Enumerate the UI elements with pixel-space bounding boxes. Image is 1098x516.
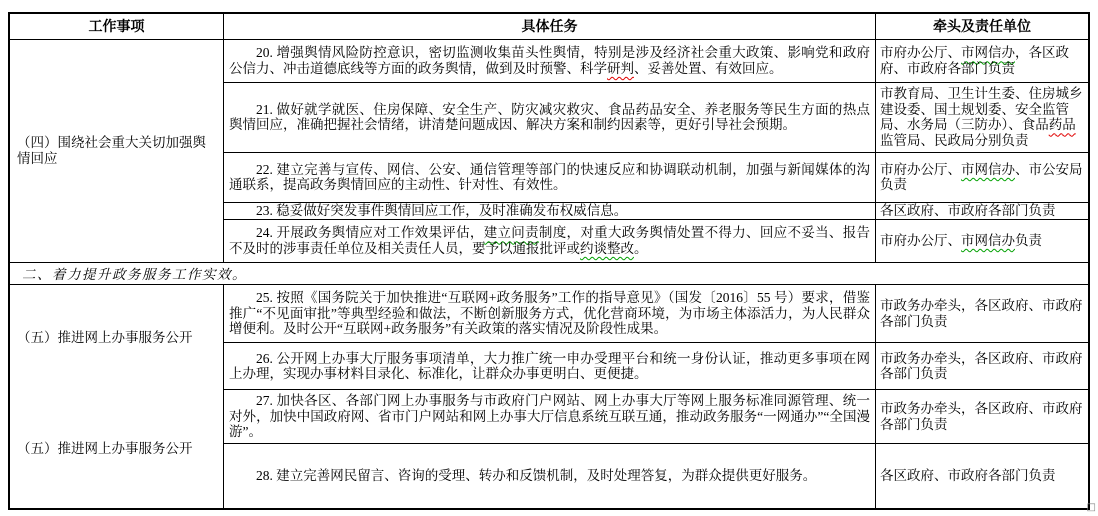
unit-27-text: 市政务办牵头，各区政府、市政府各部门负责: [880, 401, 1083, 432]
unit-23-text: 各区政府、市政府各部门负责: [880, 203, 1056, 219]
task-cell-25: [224, 285, 876, 342]
unit-cell-25: [876, 285, 1088, 342]
section-2-body: [10, 285, 1088, 508]
task-24-text-mid: 制度，对重大政务舆情处置不得力、回应不妥当、报告不及时的涉事责任单位及相关责任人员，要予以通报批评或: [229, 225, 871, 256]
task-21-text: 21. 做好就学就医、住房保障、安全生产、防灾减灾救灾、食品药品安全、养老服务等民生方面的热点舆情回应，准确把握社会情绪，讲清楚问题成因、解决方案和制约因素等，更好引导社会预期。: [229, 101, 870, 133]
unit-cell-28: [876, 444, 1088, 508]
task-26-text: 26. 公开网上办事大厅服务事项清单，大力推广统一申办受理平台和统一身份认证，推动更多事项在网上办理，实现办事材料目录化、标准化，让群众办事更明白、更便捷。: [229, 350, 870, 381]
unit-cell-26: [876, 343, 1088, 389]
table-row: [224, 153, 1088, 203]
task-cell-27: [224, 390, 876, 443]
table-row: [224, 390, 1088, 444]
task-24-spellcheck-green-1: 建立问责: [483, 225, 539, 241]
unit-24-spellcheck-green: 市网信办: [961, 233, 1015, 249]
table-row: [224, 285, 1088, 343]
end-of-table-marker: □: [1086, 502, 1096, 513]
section-1-body: [10, 40, 1088, 262]
table-row: [224, 444, 1088, 508]
table-row: [224, 220, 1088, 262]
section-2-title-row: [10, 262, 1088, 285]
unit-28-text: 各区政府、市政府各部门负责: [880, 468, 1056, 484]
header-unit: 牵头及责任单位: [933, 20, 1031, 36]
unit-21-spellcheck-red: 药品: [1048, 117, 1076, 133]
work-item-label-5b: （五）推进网上办事服务公开: [17, 441, 193, 456]
unit-cell-24: [876, 220, 1088, 262]
task-cell-23: [224, 203, 876, 219]
unit-cell-21: [876, 83, 1088, 152]
unit-cell-27: [876, 390, 1088, 443]
task-cell-28: [224, 444, 876, 508]
section-2-rows: [224, 285, 1088, 508]
table-row: [224, 343, 1088, 390]
unit-cell-22: [876, 153, 1088, 202]
task-20-text-end: 、妥善处置、有效回应。: [634, 60, 783, 76]
task-cell-22: [224, 153, 876, 202]
unit-cell-20: [876, 40, 1088, 82]
task-cell-20: [224, 40, 876, 82]
task-28-text: 28. 建立完善网民留言、咨询的受理、转办和反馈机制，及时处理答复，为群众提供更好服务。: [256, 468, 817, 484]
unit-20-text-end: ，各区政府、市政府各部门负责: [880, 45, 1069, 76]
unit-22-text-end: 、市公安局负责: [880, 161, 1083, 193]
table-row: [224, 83, 1088, 153]
task-cell-21: [224, 83, 876, 152]
header-work-item: 工作事项: [10, 14, 224, 39]
task-22-text: 22. 建立完善与宣传、网信、公安、通信管理等部门的快速反应和协调联动机制，加强与新闻媒体的沟通联系，提高政务舆情回应的主动性、针对性、有效性。: [229, 161, 870, 193]
task-23-text: 23. 稳妥做好突发事件舆情回应工作，及时准确发布权威信息。: [256, 203, 628, 219]
work-item-label-4: （四）围绕社会重大关切加强舆情回应: [17, 134, 206, 166]
work-item-cell-5: [10, 285, 224, 508]
task-24-text-end: 。: [634, 240, 648, 256]
unit-25-text: 市政务办牵头，各区政府、市政府各部门负责: [880, 298, 1083, 329]
task-25-text: 25. 按照《国务院关于加快推进“互联网+政务服务”工作的指导意见》（国发〔2016〕55 号）要求，借鉴推广“不见面审批”等典型经验和做法，不断创新服务方式，优化营商环境，为市场主体添活力，为人民群众增便利。及时公开“互联网+政务服务”有关政策的落实情况及阶段性成果。: [229, 290, 870, 337]
unit-24-text: 市府办公厅、: [880, 233, 961, 249]
task-20-text: 20. 增强舆情风险防控意识，密切监测收集苗头性舆情，特别是涉及经济社会重大政策、影响党和政府公信力、冲击道德底线等方面的政务舆情，做到及时预警、科学: [229, 45, 870, 76]
task-24-text: 24. 开展政务舆情应对工作效果评估，: [256, 225, 484, 241]
unit-20-text: 市府办公厅、: [880, 45, 961, 61]
section-1-rows: [224, 40, 1088, 262]
unit-22-text: 市府办公厅、: [880, 161, 961, 177]
task-cell-26: [224, 343, 876, 389]
table-row: [224, 203, 1088, 220]
unit-21-text: 市教育局、卫生计生委、住房城乡建设委、国土规划委、安全监管局、水务局（三防办）、食品: [880, 86, 1083, 133]
task-cell-24: [224, 220, 876, 262]
unit-20-spellcheck-green: 市网信办: [961, 45, 1015, 61]
task-20-spellcheck-red: 研判: [607, 60, 634, 76]
task-27-text: 27. 加快各区、各部门网上办事服务与市政府门户网站、网上办事大厅等网上服务标准同源管理、统一对外，加快中国政府网、省市门户网站和网上办事大厅信息系统互联互通，推动政务服务“一网通办”“全国漫游”。: [229, 393, 870, 440]
work-item-label-5a: （五）推进网上办事服务公开: [17, 329, 193, 345]
header-task: 具体任务: [224, 14, 876, 39]
unit-22-spellcheck-green: 市网信办: [961, 161, 1015, 177]
work-item-cell-4: [10, 40, 224, 262]
unit-24-text-end: 负责: [1015, 233, 1042, 249]
unit-21-text-end: 监管局、民政局分别负责: [880, 132, 1029, 148]
task-24-spellcheck-green-2: 约谈整改: [580, 240, 634, 256]
table-row: [224, 40, 1088, 83]
unit-cell-23: [876, 203, 1088, 219]
section-2-title: 二、着力提升政务服务工作实效。: [22, 267, 247, 283]
table-header-row: [10, 14, 1088, 40]
policy-task-table: [8, 12, 1090, 510]
unit-26-text: 市政务办牵头，各区政府、市政府各部门负责: [880, 350, 1083, 381]
